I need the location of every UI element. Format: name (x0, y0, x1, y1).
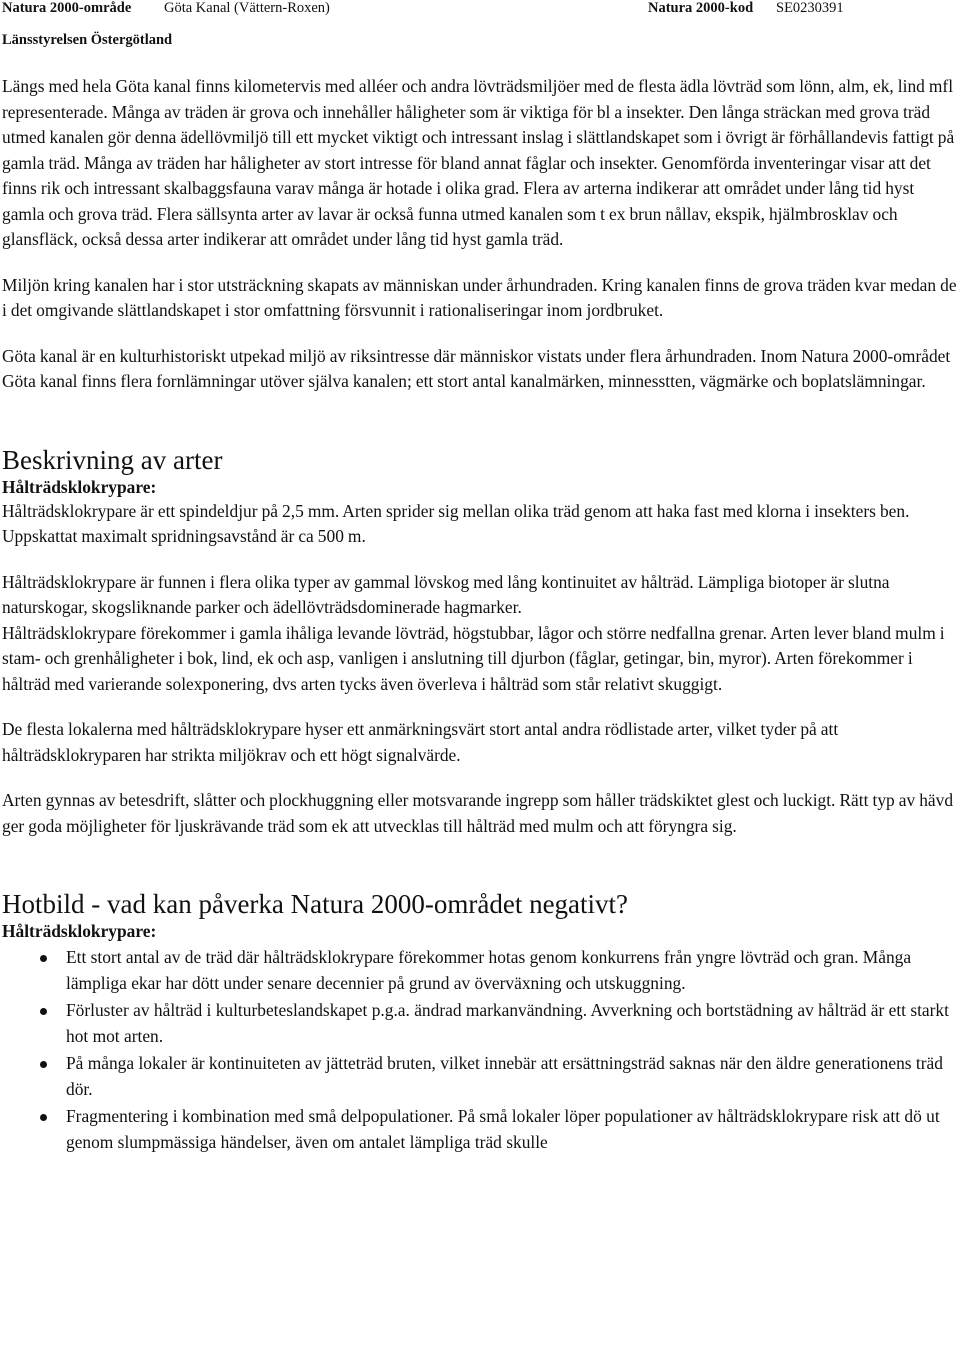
code-label: Natura 2000-kod (648, 0, 754, 16)
area-value: Göta Kanal (Vättern-Roxen) (164, 0, 330, 16)
authority-name: Länsstyrelsen Östergötland (2, 32, 173, 48)
threats-list (2, 945, 958, 1155)
page-header (0, 0, 960, 54)
species-heading: Beskrivning av arter (2, 444, 223, 475)
code-value: SE0230391 (776, 0, 844, 16)
list-item-text: Ett stort antal av de träd där hålträdsklokrypare förekommer hotas genom konkurrens från yngre lövträd och gran. Många lämpliga ekar har dött under senare decennier på grund av överväxning och utskuggning. (66, 947, 912, 993)
bullet-icon (40, 955, 47, 962)
bullet-icon (40, 1114, 47, 1121)
species-paragraph-5: Arten gynnas av betesdrift, slåtter och plockhuggning eller motsvarande ingrepp som håller trädskiktet glest och luckigt. Rätt typ av hävd ger goda möjligheter för ljuskrävande träd som ek att utvecklas till hålträd med mulm och att föryngra sig. (2, 790, 954, 836)
list-item (2, 1051, 958, 1102)
species-subheading: Hålträdsklokrypare: (2, 476, 157, 497)
threats-subheading: Hålträdsklokrypare: (2, 921, 157, 941)
species-paragraph-3: Hålträdsklokrypare förekommer i gamla ihåliga levande lövträd, högstubbar, lågor och större nedfallna grenar. Arten lever bland mulm i stam- och grenhåligheter i bok, lind, ek och asp, vanligen i anslutning till djurbon (fåglar, getingar, bin, myror). Arten förekommer i hålträd med varierande solexponering, dvs arten tycks även överleva i hålträd som står relativt skuggigt. (2, 622, 945, 694)
document-body (2, 74, 958, 1157)
species-paragraph-1: Hålträdsklokrypare är ett spindeldjur på 2,5 mm. Arten sprider sig mellan olika träd genom att haka fast med klorna i insekters ben. Uppskattat maximalt spridningsavstånd är ca 500 m. (2, 500, 910, 546)
list-item-text: Fragmentering i kombination med små delpopulationer. På små lokaler löper populationer av hålträdsklokrypare risk att dö ut genom slumpmässiga händelser, även om antalet lämpliga träd skulle (66, 1106, 940, 1152)
species-paragraph-2: Hålträdsklokrypare är funnen i flera olika typer av gammal lövskog med lång kontinuitet av hålträd. Lämpliga biotoper är slutna naturskogar, skogsliknande parker och ädellövträdsdominerade hagmarker. (2, 571, 890, 617)
list-item-text: På många lokaler är kontinuiteten av jätteträd bruten, vilket innebär att ersättningsträd saknas när den äldre generationens träd dör. (66, 1053, 943, 1099)
intro-paragraph-2: Miljön kring kanalen har i stor utsträckning skapats av människan under århundraden. Kring kanalen finns de grova träden kvar medan de i det omgivande slättlandskapet i stor omfattning försvunnit i rationaliseringar inom jordbruket. (2, 274, 957, 320)
list-item (2, 1104, 958, 1155)
list-item-text: Förluster av hålträd i kulturbeteslandskapet p.g.a. ändrad markanvändning. Avverkning och bortstädning av hålträd är ett starkt hot mot arten. (66, 1000, 949, 1046)
intro-paragraph-3: Göta kanal är en kulturhistoriskt utpekad miljö av riksintresse där människor vistats under flera århundraden. Inom Natura 2000-området Göta kanal finns flera fornlämningar utöver själva kanalen; ett stort antal kanalmärken, minnesstten, vägmärke och boplatslämningar. (2, 345, 951, 391)
species-paragraph-4: De flesta lokalerna med hålträdsklokrypare hyser ett anmärkningsvärt stort antal andra rödlistade arter, vilket tyder på att hålträdsklokryparen har strikta miljökrav och ett högt signalvärde. (2, 719, 839, 765)
intro-paragraph-1: Längs med hela Göta kanal finns kilometervis med alléer och andra lövträdsmiljöer med de flesta ädla lövträd som lönn, alm, ek, lind mfl representerade. Många av träden är grova och innehåller håligheter som är viktiga för bl a insekter. Den långa sträckan med grova träd utmed kanalen gör denna ädellövmiljö till ett mycket viktigt och intressant inslag i slättlandskapet som i övrigt är förhållandevis fattigt på gamla träd. Många av träden har håligheter av stort intresse för bland annat fåglar och insekter. Genomförda inventeringar visar att det finns rik och intressant skalbaggsfauna varav många är hotade i olika grad. Flera av arterna indikerar att området under lång tid hyst gamla och grova träd. Flera sällsynta arter av lavar är också funna utmed kanalen som t ex brun nållav, ekspik, hjälmbrosklav och glansfläck, också dessa arter indikerar att området under lång tid hyst gamla träd. (2, 76, 955, 249)
list-item (2, 998, 958, 1049)
area-label: Natura 2000-område (2, 0, 132, 16)
bullet-icon (40, 1008, 47, 1015)
threats-heading: Hotbild - vad kan påverka Natura 2000-området negativt? (2, 889, 629, 919)
bullet-icon (40, 1061, 47, 1068)
list-item (2, 945, 958, 996)
